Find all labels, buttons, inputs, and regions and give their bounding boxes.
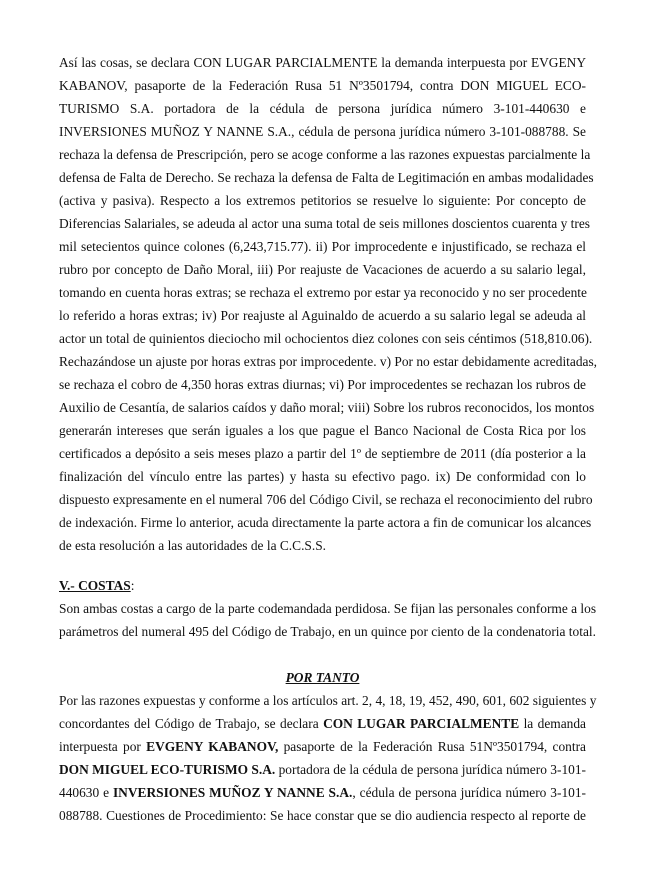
text-line: KABANOV, pasaporte de la Federación Rusa 51 Nº3501794, contra DON MIGUEL ECO- xyxy=(59,78,586,93)
text-line: rubro por concepto de Daño Moral, iii) Por reajuste de Vacaciones de acuerdo a su salario legal, xyxy=(59,262,586,277)
text-line: TURISMO S.A. portadora de la cédula de persona jurídica número 3-101-440630 e xyxy=(59,101,586,116)
text-run: concordantes del Código de Trabajo, se declara xyxy=(59,716,324,731)
text-line xyxy=(59,762,586,778)
text-line: actor un total de quinientos dieciocho mil ochocientos diez colones con seis céntimos (518,810.06). xyxy=(59,331,593,346)
text-line: 088788. Cuestiones de Procedimiento: Se hace constar que se dio audiencia respecto al reporte de xyxy=(59,808,586,823)
text-line: Diferencias Salariales, se adeuda al actor una suma total de seis millones doscientos cuarenta y tres xyxy=(59,216,590,231)
text-run: 440630 e xyxy=(59,785,113,800)
text-run: pasaporte de la Federación Rusa 51Nº3501794, contra xyxy=(278,739,586,754)
text-line: certificados a depósito a seis meses plazo a partir del 1º de septiembre de 2011 (día posterior a la xyxy=(59,446,586,461)
text-line: Rechazándose un ajuste por horas extras por improcedente. v) Por no estar debidamente acreditadas, xyxy=(59,354,598,369)
text-line: dispuesto expresamente en el numeral 706 del Código Civil, se rechaza el reconocimiento del rubro xyxy=(59,492,593,507)
costas-heading-text: V.- COSTAS xyxy=(59,578,131,593)
costas-heading xyxy=(59,578,586,594)
bold-run: INVERSIONES MUÑOZ Y NANNE S.A. xyxy=(112,785,353,800)
text-run: , cédula de persona jurídica número 3-101- xyxy=(352,785,586,800)
por-tanto-heading-text: POR TANTO xyxy=(285,670,360,685)
text-line: (activa y pasiva). Respecto a los extremos petitorios se resuelve lo siguiente: Por concepto de xyxy=(59,193,586,208)
text-line xyxy=(59,785,586,801)
text-line xyxy=(59,716,586,732)
text-line: Auxilio de Cesantía, de salarios caídos y daño moral; viii) Sobre los rubros reconocidos, los montos xyxy=(59,400,595,415)
bold-run: CON LUGAR PARCIALMENTE xyxy=(323,716,520,731)
text-run: interpuesta por xyxy=(59,739,147,754)
text-line: INVERSIONES MUÑOZ Y NANNE S.A., cédula de persona jurídica número 3-101-088788. Se xyxy=(59,124,586,139)
text-run: la demanda xyxy=(519,716,586,731)
por-tanto-heading xyxy=(59,670,586,686)
text-line xyxy=(59,739,586,755)
text-line: mil setecientos quince colones (6,243,715.77). ii) Por improcedente e injustificado, se rechaza el xyxy=(59,239,586,254)
text-line: de esta resolución a las autoridades de la C.C.S.S. xyxy=(59,538,327,553)
costas-heading-colon: : xyxy=(130,578,135,593)
text-run: portadora de la cédula de persona jurídica número 3-101- xyxy=(275,762,586,777)
bold-run: EVGENY KABANOV, xyxy=(146,739,279,754)
text-line: lo referido a horas extras; iv) Por reajuste al Aguinaldo de acuerdo a su salario legal se adeuda al xyxy=(59,308,586,323)
text-line: defensa de Falta de Derecho. Se rechaza la defensa de Falta de Legitimación en ambas modalidades xyxy=(59,170,594,185)
text-line: Así las cosas, se declara CON LUGAR PARCIALMENTE la demanda interpuesta por EVGENY xyxy=(59,55,586,70)
bold-run: DON MIGUEL ECO-TURISMO S.A. xyxy=(59,762,276,777)
text-line: rechaza la defensa de Prescripción, pero se acoge conforme a las razones expuestas parcialmente la xyxy=(59,147,591,162)
text-line: finalización del vínculo entre las partes) y hasta su efectivo pago. ix) De conformidad con lo xyxy=(59,469,586,484)
text-line: se rechaza el cobro de 4,350 horas extras diurnas; vi) Por improcedentes se rechazan los rubros de xyxy=(59,377,586,392)
text-line: de indexación. Firme lo anterior, acuda directamente la parte actora a fin de comunicar los alcances xyxy=(59,515,592,530)
text-line: Por las razones expuestas y conforme a los artículos art. 2, 4, 18, 19, 452, 490, 601, 602 siguientes y xyxy=(59,693,597,708)
text-line: tomando en cuenta horas extras; se rechaza el extremo por estar ya reconocido y no ser procedente xyxy=(59,285,587,300)
text-line: generarán intereses que serán iguales a los que pague el Banco Nacional de Costa Rica por los xyxy=(59,423,586,438)
text-line: parámetros del numeral 495 del Código de Trabajo, en un quince por ciento de la condenatoria total. xyxy=(59,624,596,639)
text-line: Son ambas costas a cargo de la parte codemandada perdidosa. Se fijan las personales conforme a los xyxy=(59,601,597,616)
